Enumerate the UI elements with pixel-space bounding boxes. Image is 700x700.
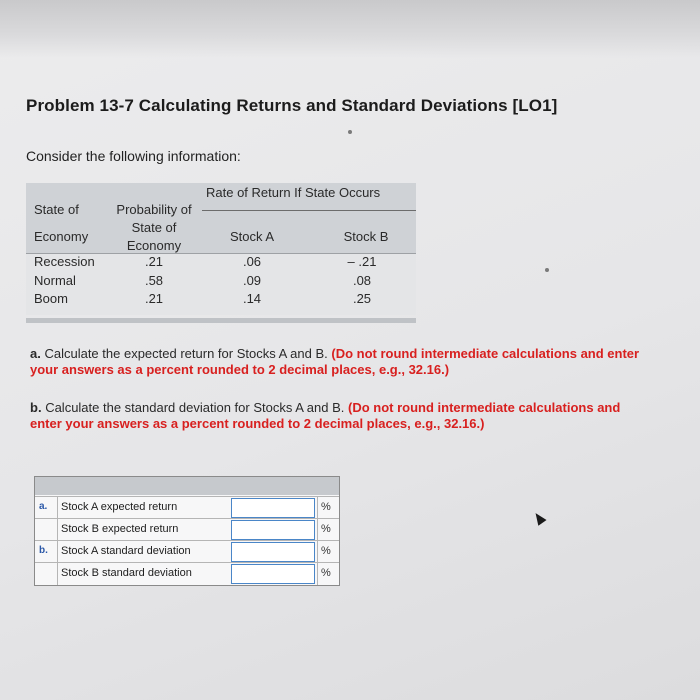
mouse-pointer-icon [531,510,546,526]
question-b-note: (Do not round intermediate calculations and enter your answers as a percent rounded to 2 decimal places, e.g., 32.16.) [30,400,621,431]
page-title: Problem 13-7 Calculating Returns and Standard Deviations [LO1] [26,96,558,115]
answer-row-letter: b. [39,545,48,556]
answer-table [34,476,340,586]
row-recession-stock-a: .06 [242,254,262,269]
answer-row-stock-a-return [35,496,339,519]
question-a-note: (Do not round intermediate calculations and enter your answers as a percent rounded to 2 decimal places, e.g., 32.16.) [30,346,640,377]
prob-header-line3: Economy [126,238,182,253]
stock-b-header: Stock B [343,229,389,244]
answer-row-label: Stock A expected return [61,501,178,513]
state-header-line2: Economy [34,229,89,244]
stock-b-standard-deviation-input[interactable] [231,564,315,584]
row-boom-state: Boom [34,291,68,306]
prob-header-line2: State of [131,220,177,235]
row-boom-stock-a: .14 [242,291,262,306]
answer-table-header [35,477,339,495]
row-recession-prob: .21 [144,254,164,269]
question-b-label: b. [30,400,42,415]
stock-a-header: Stock A [229,229,275,244]
rate-header-underline [202,210,416,211]
stock-a-expected-return-input[interactable] [231,498,315,518]
info-table [26,183,416,323]
percent-unit: % [321,523,331,535]
intro-text: Consider the following information: [26,148,241,164]
question-b-text: Calculate the standard deviation for Stocks A and B. [45,400,345,415]
row-recession-state: Recession [34,254,95,269]
top-shadow [0,0,700,58]
percent-unit: % [321,545,331,557]
row-normal-prob: .58 [144,273,164,288]
stock-b-expected-return-input[interactable] [231,520,315,540]
answer-divider [317,496,318,585]
answer-row-stock-a-sd [35,540,339,563]
question-a-label: a. [30,346,41,361]
row-boom-stock-b: .25 [352,291,372,306]
prob-header-line1: Probability of [116,202,192,217]
percent-unit: % [321,501,331,513]
screen-speck [545,268,549,272]
answer-row-letter: a. [39,501,48,512]
row-normal-state: Normal [34,273,76,288]
answer-row-label: Stock A standard deviation [61,545,191,557]
screen-speck [348,130,352,134]
row-normal-stock-a: .09 [242,273,262,288]
question-a [30,346,640,378]
row-recession-stock-b: – .21 [347,254,377,269]
answer-divider [57,496,58,585]
answer-row-stock-b-sd [35,562,339,585]
stock-a-standard-deviation-input[interactable] [231,542,315,562]
rate-of-return-header: Rate of Return If State Occurs [206,185,381,200]
question-b [30,400,640,432]
answer-row-stock-b-return [35,518,339,541]
info-table-bottom-bar [26,318,416,323]
answer-row-label: Stock B expected return [61,523,179,535]
question-a-text: Calculate the expected return for Stocks A and B. [44,346,328,361]
row-normal-stock-b: .08 [352,273,372,288]
state-header-line1: State of [34,202,79,217]
percent-unit: % [321,567,331,579]
row-boom-prob: .21 [144,291,164,306]
answer-row-label: Stock B standard deviation [61,567,192,579]
